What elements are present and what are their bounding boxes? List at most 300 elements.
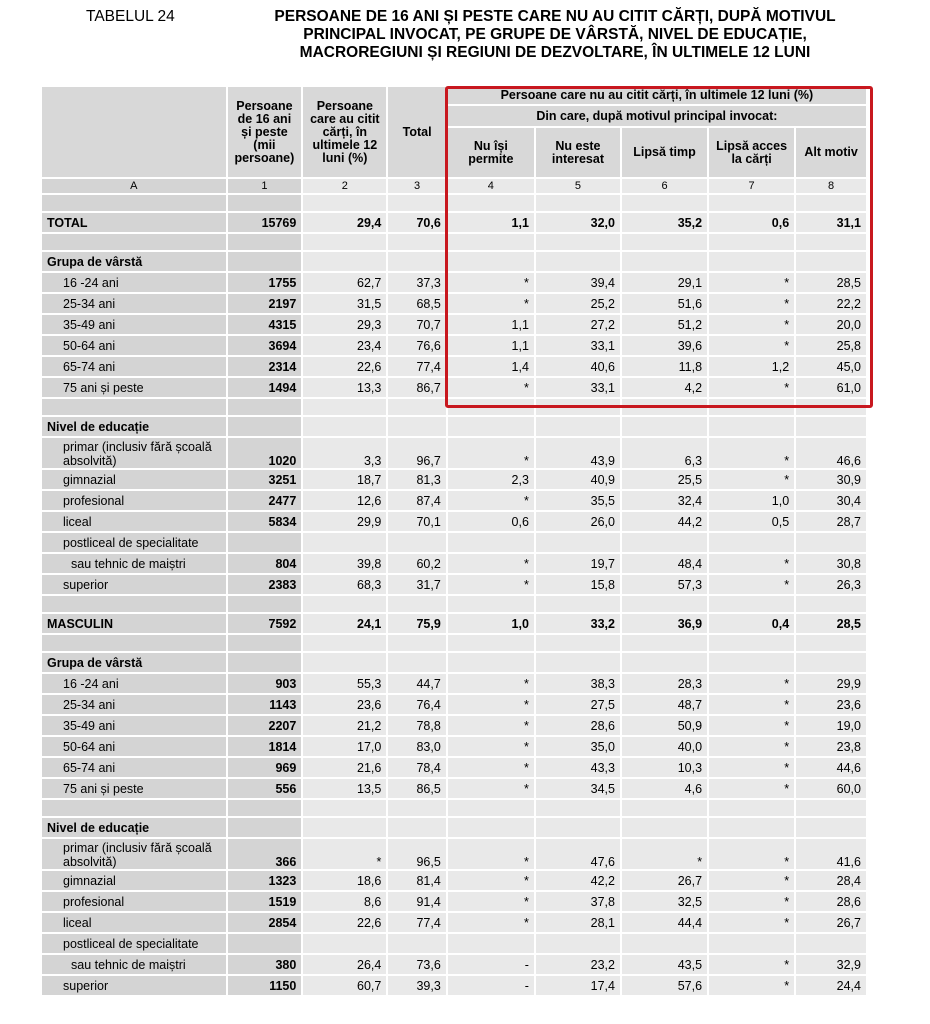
table-title-text [200,8,910,62]
section-header-row [42,252,866,271]
other-reason-value [796,417,866,436]
total-pct-value: 76,6 [388,336,445,355]
no-access-value: * [709,976,794,995]
other-reason-value [796,818,866,837]
no-time-value: 36,9 [622,614,707,633]
not-interested-value [536,596,620,612]
no-access-value [709,635,794,651]
no-time-value [622,635,707,651]
other-reason-value: 30,9 [796,470,866,489]
row-label: 50-64 ani [42,336,226,355]
table-row [42,839,866,869]
not-interested-value: 40,9 [536,470,620,489]
total-pct-value: 37,3 [388,273,445,292]
population-value: 3251 [228,470,302,489]
no-access-value: * [709,892,794,911]
no-time-value [622,800,707,816]
total-pct-value: 70,1 [388,512,445,531]
population-value: 2197 [228,294,302,313]
no-time-value: 26,7 [622,871,707,890]
header-group-reasons: Din care, după motivul principal invocat: [448,106,866,126]
column-index-cell: A [42,179,226,193]
total-pct-value [388,800,445,816]
other-reason-value: 28,6 [796,892,866,911]
total-pct-value: 81,4 [388,871,445,890]
table-row [42,871,866,890]
cannot-afford-value: 0,6 [448,512,534,531]
no-access-value: 0,4 [709,614,794,633]
cannot-afford-value: * [448,273,534,292]
total-pct-value: 78,4 [388,758,445,777]
cannot-afford-value: * [448,554,534,573]
no-access-value: * [709,294,794,313]
no-access-value: 1,0 [709,491,794,510]
no-access-value [709,596,794,612]
cannot-afford-value: * [448,892,534,911]
row-label [42,800,226,816]
cannot-afford-value [448,934,534,953]
total-pct-value: 39,3 [388,976,445,995]
no-access-value: * [709,378,794,397]
no-access-value [709,533,794,552]
population-value: 2383 [228,575,302,594]
no-time-value [622,653,707,672]
no-access-value [709,653,794,672]
spacer-row [42,195,866,211]
no-access-value: * [709,575,794,594]
not-interested-value: 39,4 [536,273,620,292]
population-value: 2314 [228,357,302,376]
row-label: 16 -24 ani [42,273,226,292]
row-label: postliceal de specialitate [42,533,226,552]
not-interested-value: 28,6 [536,716,620,735]
row-label: gimnazial [42,470,226,489]
no-access-value: * [709,438,794,468]
total-pct-value: 78,8 [388,716,445,735]
other-reason-value: 60,0 [796,779,866,798]
table-header [42,87,866,177]
row-label: 16 -24 ani [42,674,226,693]
no-time-value: 48,7 [622,695,707,714]
not-interested-value: 47,6 [536,839,620,869]
no-time-value: 29,1 [622,273,707,292]
not-interested-value: 27,2 [536,315,620,334]
no-time-value: 6,3 [622,438,707,468]
other-reason-value [796,234,866,250]
spacer-row [42,800,866,816]
not-interested-value [536,399,620,415]
other-reason-value [796,596,866,612]
other-reason-value: 20,0 [796,315,866,334]
readers-pct-value [303,195,386,211]
row-label: sau tehnic de maiștri [42,554,226,573]
population-value: 1494 [228,378,302,397]
not-interested-value [536,195,620,211]
not-interested-value: 33,2 [536,614,620,633]
other-reason-value: 26,3 [796,575,866,594]
population-value: 1755 [228,273,302,292]
total-pct-value: 44,7 [388,674,445,693]
cannot-afford-value: 1,1 [448,336,534,355]
total-pct-value: 83,0 [388,737,445,756]
other-reason-value: 24,4 [796,976,866,995]
readers-pct-value: 29,4 [303,213,386,232]
row-label [42,234,226,250]
population-value [228,252,302,271]
not-interested-value: 33,1 [536,336,620,355]
other-reason-value: 32,9 [796,955,866,974]
total-pct-value: 60,2 [388,554,445,573]
not-interested-value: 28,1 [536,913,620,932]
cannot-afford-value: - [448,976,534,995]
no-time-value [622,533,707,552]
table-row [42,554,866,573]
row-label: 35-49 ani [42,315,226,334]
total-pct-value: 73,6 [388,955,445,974]
other-reason-value: 30,4 [796,491,866,510]
column-index-cell: 7 [709,179,794,193]
table-body [42,179,866,995]
no-access-value: * [709,336,794,355]
section-label: Grupa de vârstă [42,252,226,271]
no-time-value: 48,4 [622,554,707,573]
row-label: sau tehnic de maiștri [42,955,226,974]
not-interested-value: 23,2 [536,955,620,974]
not-interested-value: 33,1 [536,378,620,397]
not-interested-value [536,653,620,672]
cannot-afford-value: 1,1 [448,315,534,334]
row-label: gimnazial [42,871,226,890]
population-value: 1150 [228,976,302,995]
total-pct-value: 77,4 [388,357,445,376]
row-label: superior [42,976,226,995]
readers-pct-value [303,635,386,651]
no-access-value: * [709,674,794,693]
table-row [42,491,866,510]
not-interested-value: 40,6 [536,357,620,376]
no-access-value [709,934,794,953]
total-pct-value: 87,4 [388,491,445,510]
no-time-value: * [622,839,707,869]
header-blank-cell [42,87,226,177]
not-interested-value: 26,0 [536,512,620,531]
no-time-value: 35,2 [622,213,707,232]
table-row [42,315,866,334]
total-pct-value: 70,6 [388,213,445,232]
column-index-cell: 3 [388,179,445,193]
row-label: liceal [42,512,226,531]
other-reason-value: 28,4 [796,871,866,890]
readers-pct-value: 22,6 [303,357,386,376]
cannot-afford-value: * [448,695,534,714]
spacer-row [42,596,866,612]
no-time-value: 44,2 [622,512,707,531]
table-row [42,976,866,995]
cannot-afford-value: 2,3 [448,470,534,489]
not-interested-value: 35,5 [536,491,620,510]
other-reason-value: 23,8 [796,737,866,756]
header-col-no-access: Lipsă acces la cărți [709,128,794,177]
table-row [42,470,866,489]
other-reason-value: 28,7 [796,512,866,531]
cannot-afford-value: * [448,438,534,468]
cannot-afford-value: 1,4 [448,357,534,376]
no-access-value: * [709,839,794,869]
no-access-value: * [709,273,794,292]
no-time-value: 44,4 [622,913,707,932]
header-col-readers: Persoane care au citit cărți, în ultimele 12 luni (%) [303,87,386,177]
cannot-afford-value: - [448,955,534,974]
cannot-afford-value [448,533,534,552]
population-value: 5834 [228,512,302,531]
cannot-afford-value [448,234,534,250]
not-interested-value [536,800,620,816]
section-label: Grupa de vârstă [42,653,226,672]
readers-pct-value: 24,1 [303,614,386,633]
table-row [42,955,866,974]
total-pct-value [388,653,445,672]
table-row [42,438,866,468]
cannot-afford-value [448,800,534,816]
not-interested-value: 43,9 [536,438,620,468]
table-row [42,758,866,777]
table-row [42,512,866,531]
table-row [42,336,866,355]
total-pct-value [388,635,445,651]
cannot-afford-value: * [448,758,534,777]
readers-pct-value: 55,3 [303,674,386,693]
column-index-cell: 6 [622,179,707,193]
table-row [42,273,866,292]
population-value [228,533,302,552]
readers-pct-value: 18,7 [303,470,386,489]
readers-pct-value: 68,3 [303,575,386,594]
no-time-value: 4,2 [622,378,707,397]
other-reason-value [796,653,866,672]
total-pct-value: 81,3 [388,470,445,489]
readers-pct-value [303,818,386,837]
total-pct-value: 75,9 [388,614,445,633]
population-value: 2207 [228,716,302,735]
other-reason-value [796,399,866,415]
section-header-row [42,653,866,672]
header-col-total: Total [388,87,445,177]
title-line: MACROREGIUNI ȘI REGIUNI DE DEZVOLTARE, ÎN ULTIMELE 12 LUNI [299,44,811,61]
total-pct-value: 96,7 [388,438,445,468]
population-value: 903 [228,674,302,693]
no-access-value: * [709,737,794,756]
not-interested-value [536,234,620,250]
population-value: 1814 [228,737,302,756]
readers-pct-value: 22,6 [303,913,386,932]
no-time-value: 4,6 [622,779,707,798]
population-value [228,934,302,953]
population-value: 1323 [228,871,302,890]
row-label: 65-74 ani [42,357,226,376]
not-interested-value: 17,4 [536,976,620,995]
not-interested-value: 43,3 [536,758,620,777]
not-interested-value: 19,7 [536,554,620,573]
spacer-row [42,234,866,250]
no-access-value: 0,5 [709,512,794,531]
no-time-value: 10,3 [622,758,707,777]
population-value [228,399,302,415]
no-access-value: * [709,955,794,974]
spacer-row [42,399,866,415]
population-value [228,635,302,651]
readers-pct-value [303,653,386,672]
other-reason-value: 46,6 [796,438,866,468]
total-row [42,213,866,232]
column-index-cell: 1 [228,179,302,193]
readers-pct-value: 62,7 [303,273,386,292]
no-time-value: 25,5 [622,470,707,489]
row-label: MASCULIN [42,614,226,633]
population-value [228,234,302,250]
row-label: primar (inclusiv fără școală absolvită) [42,839,226,869]
cannot-afford-value: * [448,575,534,594]
no-access-value [709,234,794,250]
total-pct-value [388,252,445,271]
not-interested-value [536,635,620,651]
other-reason-value [796,252,866,271]
not-interested-value: 32,0 [536,213,620,232]
population-value [228,653,302,672]
population-value [228,818,302,837]
no-time-value [622,399,707,415]
total-pct-value [388,234,445,250]
total-pct-value [388,596,445,612]
total-pct-value: 77,4 [388,913,445,932]
table-row [42,779,866,798]
column-index-cell: 5 [536,179,620,193]
not-interested-value: 34,5 [536,779,620,798]
readers-pct-value: 26,4 [303,955,386,974]
not-interested-value [536,252,620,271]
cannot-afford-value: 1,1 [448,213,534,232]
statistics-table [40,85,868,997]
total-row [42,614,866,633]
row-label: 75 ani și peste [42,779,226,798]
no-time-value: 57,6 [622,976,707,995]
not-interested-value: 15,8 [536,575,620,594]
total-pct-value: 86,7 [388,378,445,397]
table-number-label: TABELUL 24 [86,8,175,25]
not-interested-value [536,934,620,953]
not-interested-value: 27,5 [536,695,620,714]
cannot-afford-value: * [448,779,534,798]
readers-pct-value: 13,3 [303,378,386,397]
readers-pct-value: 12,6 [303,491,386,510]
header-col-no-time: Lipsă timp [622,128,707,177]
no-time-value: 57,3 [622,575,707,594]
not-interested-value: 35,0 [536,737,620,756]
column-index-cell: 8 [796,179,866,193]
row-label [42,635,226,651]
no-access-value: * [709,716,794,735]
total-pct-value: 86,5 [388,779,445,798]
total-pct-value [388,399,445,415]
population-value [228,195,302,211]
row-label: liceal [42,913,226,932]
population-value [228,596,302,612]
no-time-value: 43,5 [622,955,707,974]
cannot-afford-value [448,653,534,672]
not-interested-value: 37,8 [536,892,620,911]
column-index-cell: 4 [448,179,534,193]
population-value [228,800,302,816]
other-reason-value: 44,6 [796,758,866,777]
row-label: postliceal de specialitate [42,934,226,953]
cannot-afford-value: * [448,716,534,735]
total-pct-value: 68,5 [388,294,445,313]
spacer-row [42,635,866,651]
row-label: profesional [42,892,226,911]
no-time-value: 39,6 [622,336,707,355]
readers-pct-value [303,252,386,271]
other-reason-value [796,533,866,552]
cannot-afford-value [448,252,534,271]
readers-pct-value: 60,7 [303,976,386,995]
no-time-value: 50,9 [622,716,707,735]
cannot-afford-value: * [448,378,534,397]
readers-pct-value: 31,5 [303,294,386,313]
total-pct-value: 96,5 [388,839,445,869]
row-label: 65-74 ani [42,758,226,777]
other-reason-value: 28,5 [796,614,866,633]
other-reason-value: 61,0 [796,378,866,397]
readers-pct-value [303,800,386,816]
not-interested-value [536,533,620,552]
header-col-cannot-afford: Nu își permite [448,128,534,177]
no-time-value: 40,0 [622,737,707,756]
not-interested-value [536,417,620,436]
no-time-value: 51,6 [622,294,707,313]
table-row [42,378,866,397]
row-label: profesional [42,491,226,510]
no-access-value: * [709,315,794,334]
no-access-value: * [709,871,794,890]
other-reason-value: 31,1 [796,213,866,232]
row-label: 50-64 ani [42,737,226,756]
title-line: PRINCIPAL INVOCAT, PE GRUPE DE VÂRSTĂ, NIVEL DE EDUCAȚIE, [303,26,807,43]
population-value: 556 [228,779,302,798]
other-reason-value [796,800,866,816]
table-row [42,892,866,911]
cannot-afford-value: * [448,491,534,510]
no-access-value [709,195,794,211]
total-pct-value [388,818,445,837]
readers-pct-value: 17,0 [303,737,386,756]
header-col-other: Alt motiv [796,128,866,177]
no-access-value [709,800,794,816]
header-group-non-readers: Persoane care nu au citit cărți, în ultimele 12 luni (%) [448,87,866,104]
row-label: superior [42,575,226,594]
row-label [42,399,226,415]
cannot-afford-value [448,417,534,436]
no-access-value: * [709,913,794,932]
no-access-value: * [709,758,794,777]
readers-pct-value [303,596,386,612]
readers-pct-value [303,417,386,436]
row-label [42,596,226,612]
table-row [42,737,866,756]
not-interested-value: 42,2 [536,871,620,890]
readers-pct-value [303,934,386,953]
row-label [42,195,226,211]
no-access-value: 0,6 [709,213,794,232]
row-label: 25-34 ani [42,695,226,714]
